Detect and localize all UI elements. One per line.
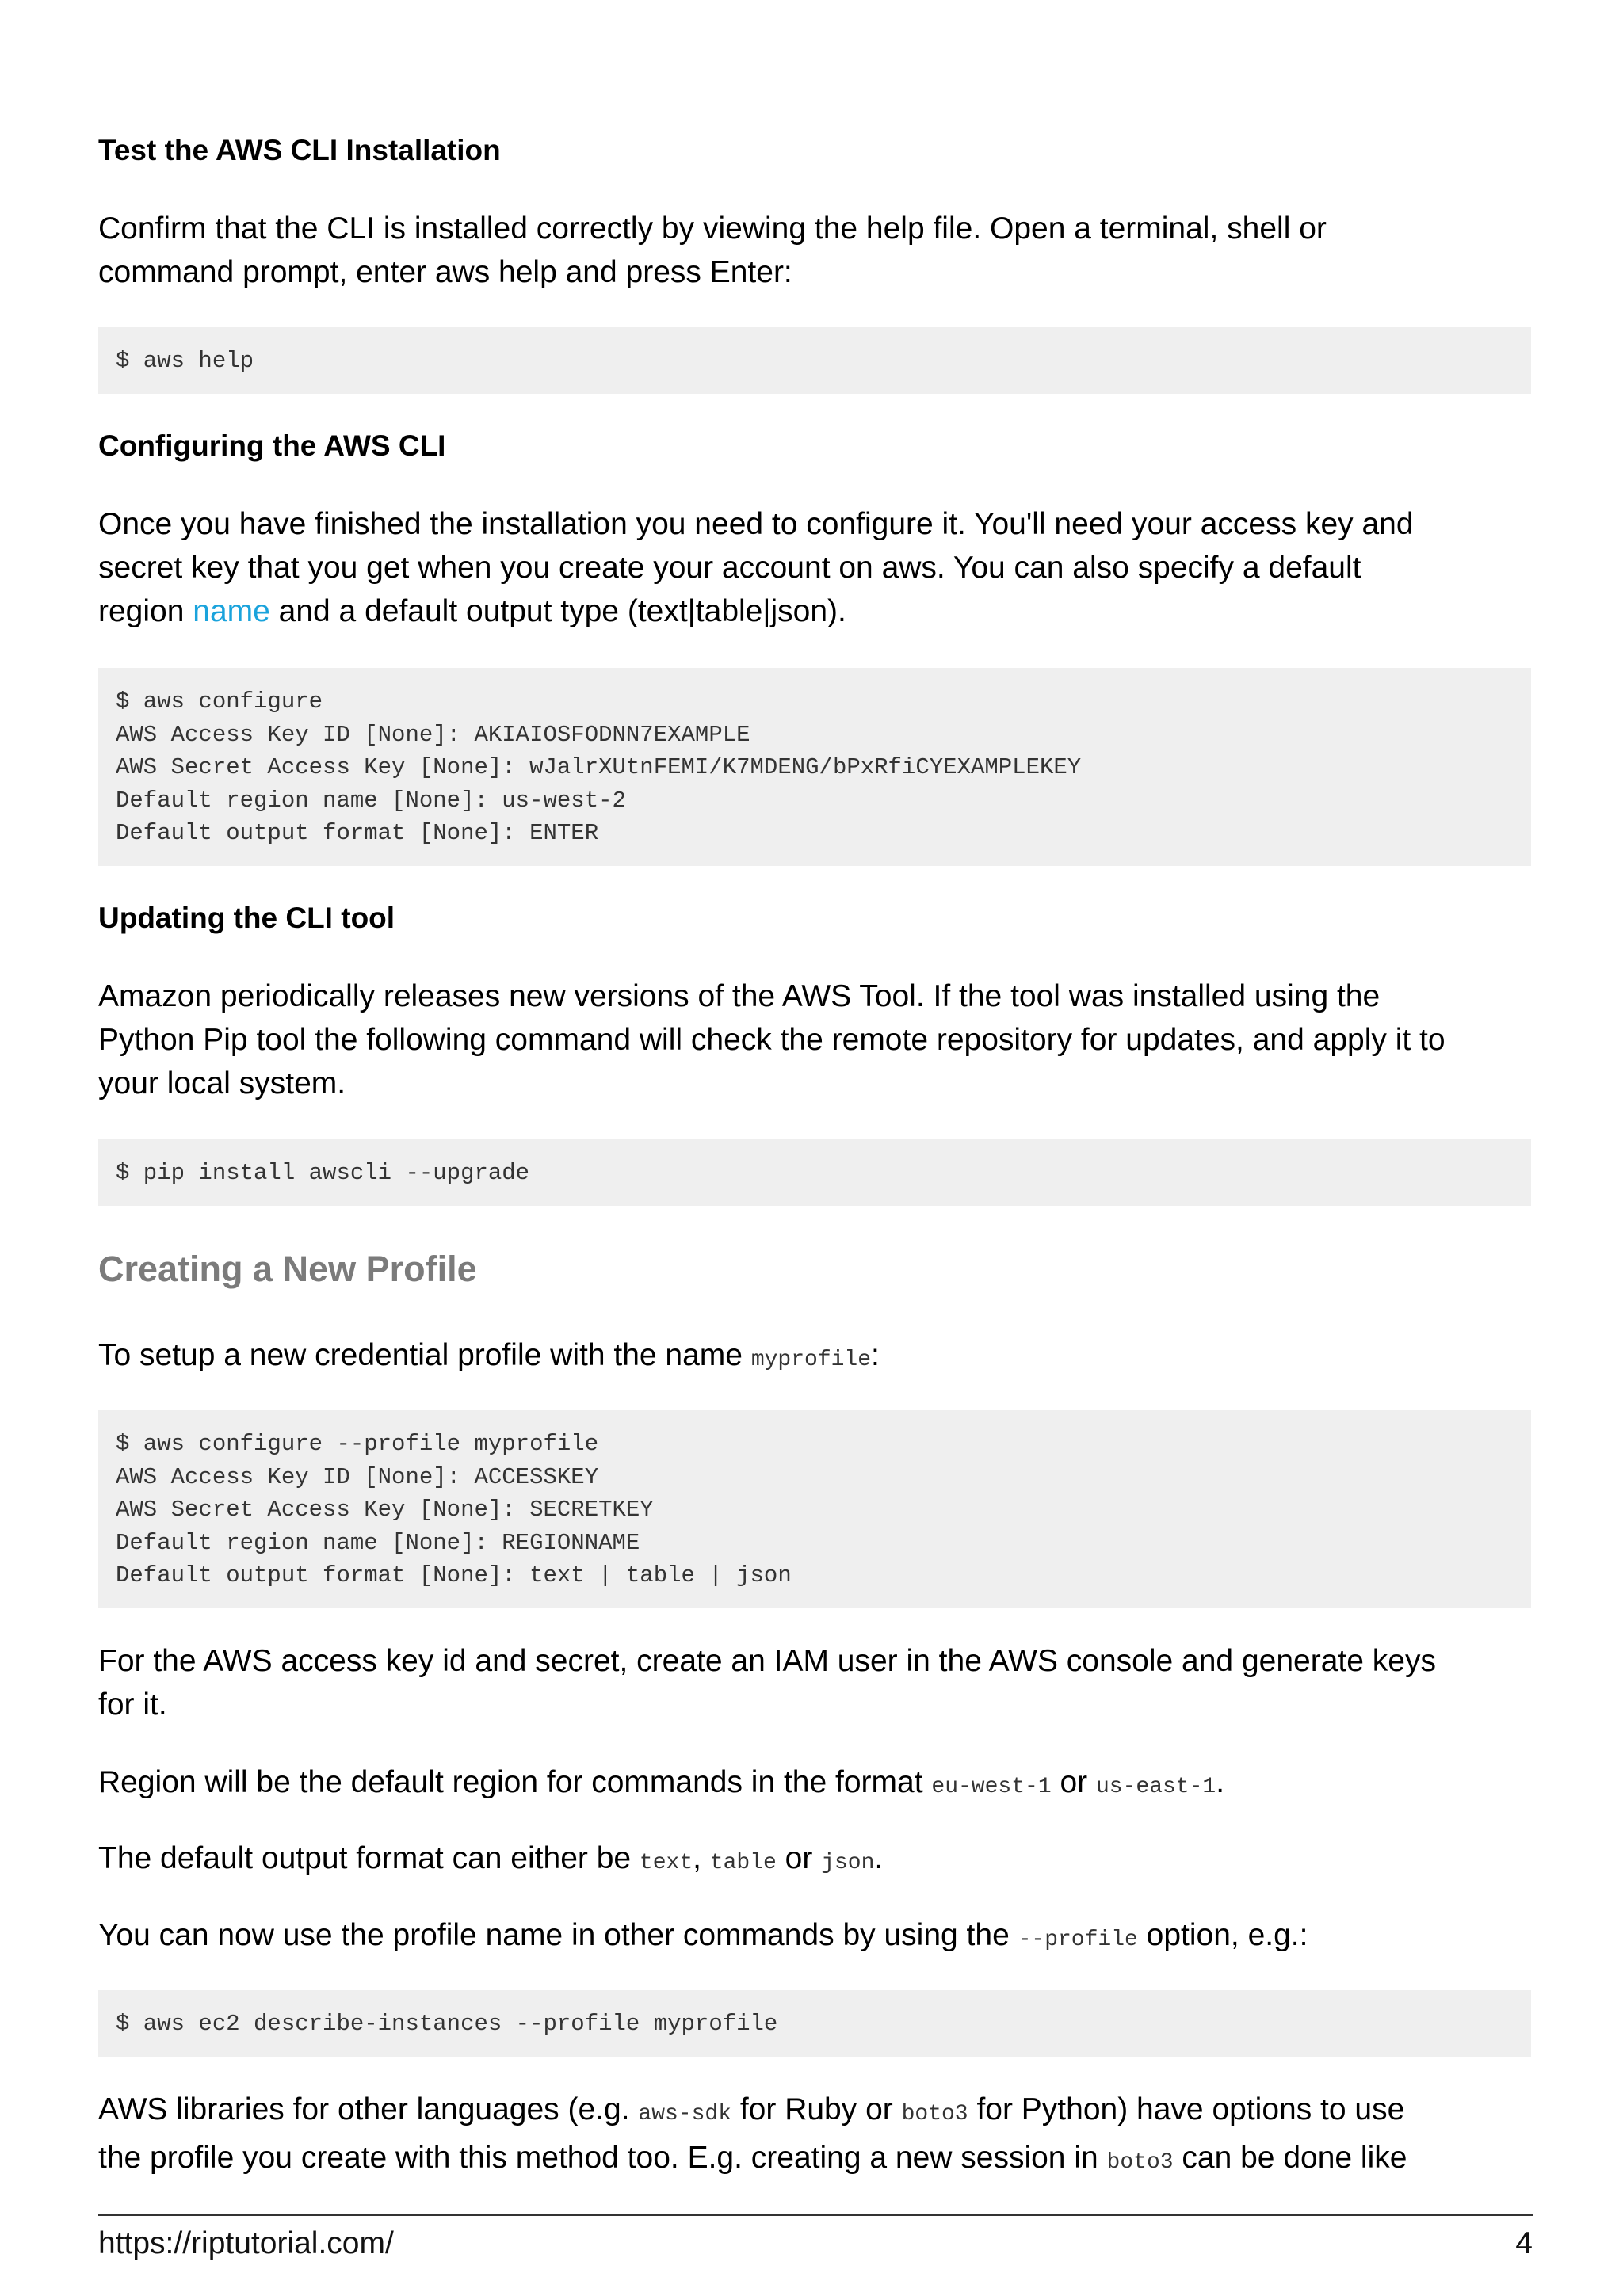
text-line: for it. [98,1688,167,1722]
inline-code: text [639,1851,693,1875]
code-line: $ aws ec2 describe-instances --profile myprofile [116,2011,778,2037]
heading-creating-profile: Creating a New Profile [98,1249,477,1289]
text-line [98,589,1531,633]
paragraph-iam-user [98,1639,1531,1726]
text-line: Amazon periodically releases new versions of the AWS Tool. If the tool was installed using the [98,979,1381,1013]
code-line: $ pip install awscli --upgrade [116,1160,530,1186]
text-line [98,2088,1531,2136]
inline-code: boto3 [1106,2150,1174,2175]
paragraph-configuring [98,502,1531,633]
paragraph-libraries [98,2088,1531,2184]
text-line: Python Pip tool the following command will check the remote repository for updates, and apply it to [98,1023,1445,1057]
inline-code: boto3 [901,2102,968,2126]
text-line [98,1836,1531,1885]
heading-configuring: Configuring the AWS CLI [98,429,446,462]
text-fragment: and a default output type (text|table|json). [269,594,846,628]
text-fragment: : [871,1338,880,1372]
code-line: $ aws configure [116,688,323,715]
text-fragment: can be done like [1173,2141,1407,2175]
text-fragment: Region will be the default region for commands in the format [98,1765,932,1799]
code-line: Default output format [None]: ENTER [116,820,599,846]
text-fragment: You can now use the profile name in other commands by using the [98,1918,1018,1952]
text-line: command prompt, enter aws help and press Enter: [98,255,792,289]
code-line: Default region name [None]: REGIONNAME [116,1529,640,1556]
text-line: Once you have finished the installation you need to configure it. You'll need your access key and [98,507,1414,541]
text-line: your local system. [98,1066,346,1100]
text-line [98,2136,1531,2184]
inline-code: myprofile [750,1348,872,1372]
footer-url: https://riptutorial.com/ [98,2226,394,2260]
code-line: AWS Secret Access Key [None]: wJalrXUtnFEMI/K7MDENG/bPxRfiCYEXAMPLEKEY [116,754,1082,780]
text-line [98,1760,1531,1809]
code-line: AWS Access Key ID [None]: ACCESSKEY [116,1463,599,1490]
paragraph-profile-intro [98,1333,1531,1382]
page-number: 4 [1515,2226,1533,2260]
text-fragment: To setup a new credential profile with the name [98,1338,751,1372]
code-line: AWS Access Key ID [None]: AKIAIOSFODNN7EXAMPLE [116,721,750,748]
code-line: $ aws configure --profile myprofile [116,1431,599,1457]
code-line: Default region name [None]: us-west-2 [116,787,626,814]
code-block-aws-configure [98,668,1531,866]
text-fragment: or [776,1841,822,1875]
code-line: AWS Secret Access Key [None]: SECRETKEY [116,1497,654,1523]
text-line: secret key that you get when you create your account on aws. You can also specify a default [98,551,1361,585]
paragraph-profile-option [98,1913,1531,1962]
paragraph-test-installation [98,207,1531,294]
text-line [98,1913,1531,1962]
inline-code: us-east-1 [1095,1775,1216,1799]
inline-code: eu-west-1 [931,1775,1052,1799]
text-fragment: The default output format can either be [98,1841,640,1875]
code-block-configure-profile [98,1410,1531,1608]
inline-code: aws-sdk [638,2102,732,2126]
text-fragment: , [693,1841,710,1875]
text-fragment: or [1051,1765,1096,1799]
text-fragment: region [98,594,193,628]
text-fragment: the profile you create with this method too. E.g. creating a new session in [98,2141,1107,2175]
footer-divider [98,2214,1533,2216]
text-line: Confirm that the CLI is installed correctly by viewing the help file. Open a terminal, shell or [98,212,1327,246]
region-name-link[interactable]: name [193,594,270,628]
inline-code: --profile [1018,1928,1138,1952]
text-fragment: for Ruby or [731,2092,902,2126]
inline-code: table [709,1851,777,1875]
code-block-aws-help [98,327,1531,394]
paragraph-updating [98,974,1531,1105]
code-line: $ aws help [116,348,254,374]
text-fragment: . [874,1841,884,1875]
code-block-describe-instances [98,1990,1531,2057]
code-block-pip-upgrade [98,1139,1531,1206]
paragraph-region [98,1760,1531,1809]
code-line: Default output format [None]: text | table | json [116,1562,792,1589]
text-fragment: . [1216,1765,1225,1799]
paragraph-output-format [98,1836,1531,1885]
text-line: For the AWS access key id and secret, create an IAM user in the AWS console and generate keys [98,1644,1436,1678]
text-fragment: AWS libraries for other languages (e.g. [98,2092,639,2126]
inline-code: json [821,1851,875,1875]
text-fragment: for Python) have options to use [968,2092,1405,2126]
heading-updating: Updating the CLI tool [98,902,395,934]
text-line [98,1333,1531,1382]
text-fragment: option, e.g.: [1137,1918,1308,1952]
heading-test-installation: Test the AWS CLI Installation [98,134,501,166]
